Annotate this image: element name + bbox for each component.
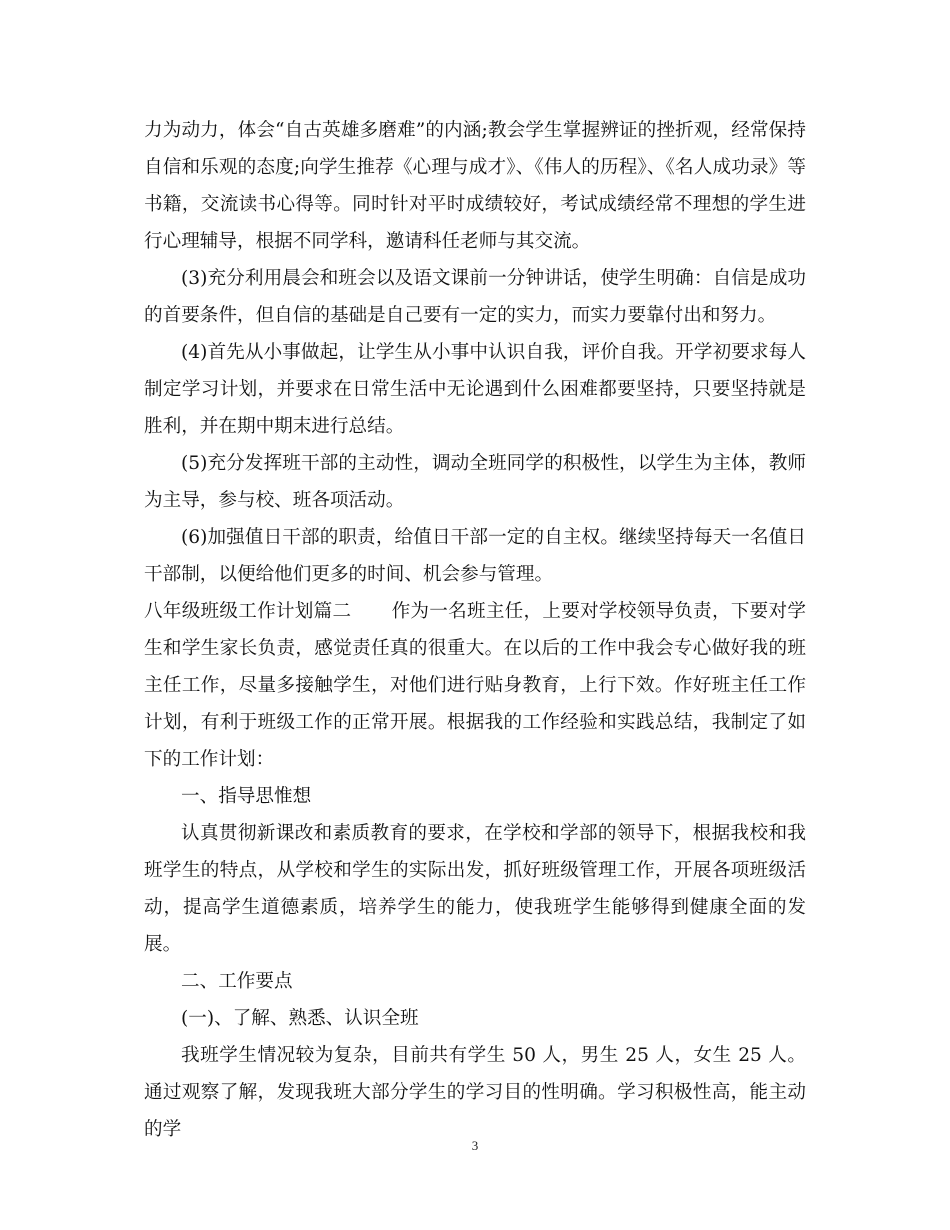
paragraph-guiding-thought: 认真贯彻新课改和素质教育的要求，在学校和学部的领导下，根据我校和我班学生的特点，从学校和学生的实际出发，抓好班级管理工作，开展各项班级活动，提高学生道德素质，培养学生的能力，使我班学生能够得到健康全面的发展。 — [144, 823, 806, 955]
paragraph-4: (5)充分发挥班干部的主动性，调动全班同学的积极性，以学生为主体，教师为主导，参与校、班各项活动。 — [144, 453, 806, 511]
heading-guiding-thought: 一、指导思惟想 — [181, 786, 312, 807]
section-intro: 作为一名班主任，上要对学校领导负责，下要对学生和学生家长负责，感觉责任真的很重大。在以后的工作中我会专心做好我的班主任工作，尽量多接触学生，对他们进行贴身教育，上行下效。作好班主任工作计划，有利于班级工作的正常开展。根据我的工作经验和实践总结，我制定了如下的工作计划： — [144, 601, 806, 770]
document-body — [144, 112, 806, 1148]
paragraph-5: (6)加强值日干部的职责，给值日干部一定的自主权。继续坚持每天一名值日干部制，以便给他们更多的时间、机会参与管理。 — [144, 527, 806, 585]
heading-work-points: 二、工作要点 — [181, 971, 293, 992]
subheading-know-class: (一)、了解、熟悉、认识全班 — [181, 1008, 419, 1029]
section-heading: 八年级班级工作计划篇二 — [144, 601, 352, 622]
paragraph-class-situation: 我班学生情况较为复杂，目前共有学生 50 人，男生 25 人，女生 25 人。通过观察了解，发现我班大部分学生的学习目的性明确。学习积极性高，能主动的学 — [144, 1045, 806, 1140]
paragraph-3: (4)首先从小事做起，让学生从小事中认识自我，评价自我。开学初要求每人制定学习计划，并要求在日常生活中无论遇到什么困难都要坚持，只要坚持就是胜利，并在期中期末进行总结。 — [144, 342, 806, 437]
section-paragraph — [144, 593, 806, 778]
paragraph-2: (3)充分利用晨会和班会以及语文课前一分钟讲话，使学生明确：自信是成功的首要条件，但自信的基础是自己要有一定的实力，而实力要靠付出和努力。 — [144, 268, 806, 326]
page-number: 3 — [471, 1138, 479, 1153]
paragraph-1: 力为动力，体会“自古英雄多磨难”的内涵;教会学生掌握辨证的挫折观，经常保持自信和乐观的态度;向学生推荐《心理与成才》、《伟人的历程》、《名人成功录》等书籍，交流读书心得等。同时针对平时成绩较好，考试成绩经常不理想的学生进行心理辅导，根据不同学科，邀请科任老师与其交流。 — [144, 120, 806, 252]
